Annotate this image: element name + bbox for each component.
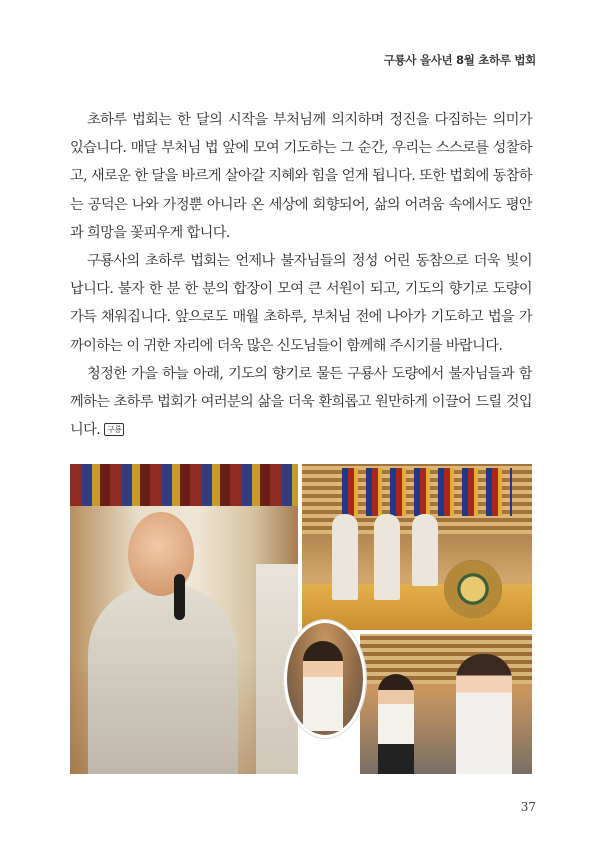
article-body <box>70 106 532 444</box>
microphone-icon <box>174 574 185 620</box>
monk-figure <box>412 514 438 586</box>
monk-robe <box>88 584 238 774</box>
paragraph-3 <box>70 360 532 445</box>
paragraph-2: 구룡사의 초하루 법회는 언제나 불자님들의 정성 어린 동참으로 더욱 빛이 납니다. 불자 한 분 한 분의 합장이 모여 큰 서원이 되고, 기도의 향기로 도량이 가득 채워집니다. 앞으로도 매월 초하루, 부처님 전에 나아가 기도하고 법을 가까이하는 이 귀한 자리에 더욱 많은 신도님들이 함께해 주시기를 바랍니다. <box>70 253 532 354</box>
paragraph-3-text: 청정한 가을 하늘 아래, 기도의 향기로 물든 구룡사 도량에서 불자님들과 함께하는 초하루 법회가 여러분의 삶을 더욱 환희롭고 원만하게 이끌어 드릴 것입니다. <box>70 365 532 439</box>
photo-collage <box>70 464 532 774</box>
running-header: 구룡사 을사년 8월 초하루 법회 <box>383 53 536 67</box>
temple-drum <box>444 560 502 618</box>
photo-woman-praying-circle <box>284 620 366 738</box>
photo-congregation <box>360 634 532 774</box>
temple-banners <box>342 468 512 516</box>
monk-figure <box>374 514 400 600</box>
praying-woman <box>378 674 414 774</box>
woman-with-beads <box>456 654 512 774</box>
praying-woman <box>303 641 343 731</box>
photo-monk-speaking <box>70 464 298 774</box>
end-mark-icon: 구룡 <box>104 423 124 436</box>
page-number: 37 <box>520 800 536 814</box>
photo-monks-chanting <box>302 464 532 630</box>
paragraph-1: 초하루 법회는 한 달의 시작을 부처님께 의지하며 정진을 다짐하는 의미가 있습니다. 매달 부처님 법 앞에 모여 기도하는 그 순간, 우리는 스스로를 성찰하고, 새로운 한 달을 바르게 살아갈 지혜와 힘을 얻게 됩니다. 또한 법회에 동참하는 공덕은 나와 가정뿐 아니라 온 세상에 회향되어, 삶의 어려움 속에서도 평안과 희망을 꽃피우게 합니다. <box>70 112 532 241</box>
monk-figure <box>332 514 358 600</box>
lantern-banners <box>70 464 298 506</box>
